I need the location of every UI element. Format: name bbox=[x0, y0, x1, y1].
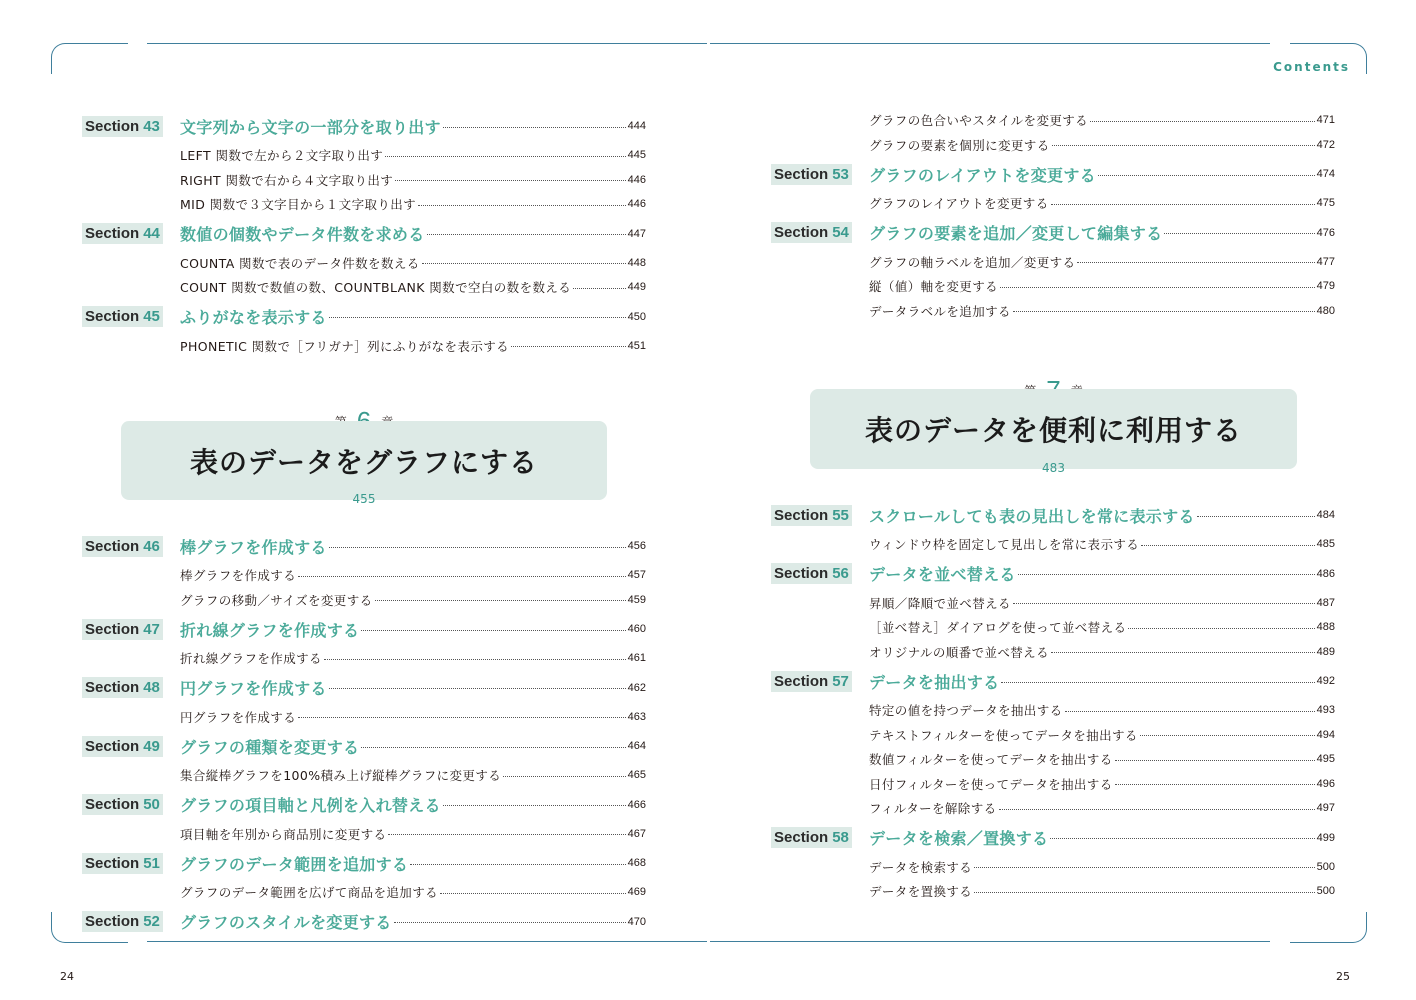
section-badge bbox=[82, 223, 163, 244]
dot-leader bbox=[974, 867, 1314, 868]
toc-section-row bbox=[771, 670, 1335, 692]
section-number: 47 bbox=[143, 620, 160, 638]
dot-leader bbox=[511, 346, 626, 347]
section-badge bbox=[771, 164, 852, 185]
toc-subsection-row bbox=[82, 337, 646, 355]
section-title: スクロールしても表の見出しを常に表示する bbox=[869, 506, 1195, 526]
subsection-title: フィルターを解除する bbox=[869, 801, 997, 816]
chapter-6-heading bbox=[121, 402, 607, 512]
page-reference: 449 bbox=[627, 281, 646, 293]
section-badge bbox=[82, 306, 163, 327]
dot-leader bbox=[298, 576, 626, 577]
section-number: 53 bbox=[832, 165, 849, 183]
page-reference: 456 bbox=[627, 540, 646, 552]
toc-subsection-row bbox=[82, 591, 646, 609]
dot-leader bbox=[1098, 175, 1315, 176]
section-label: Section bbox=[774, 672, 829, 690]
frame-bottom-line-right bbox=[710, 941, 1270, 942]
section-number: 58 bbox=[832, 829, 849, 846]
page-reference: 476 bbox=[1316, 226, 1335, 239]
page-reference: 492 bbox=[1316, 675, 1335, 687]
subsection-title: 折れ線グラフを作成する bbox=[180, 651, 322, 666]
section-badge bbox=[82, 619, 163, 640]
dot-leader bbox=[329, 547, 626, 548]
dot-leader bbox=[1077, 262, 1314, 263]
dot-leader bbox=[324, 659, 626, 660]
toc-subsection-row bbox=[82, 649, 646, 667]
subsection-title: 集合縦棒グラフを100%積み上げ縦棒グラフに変更する bbox=[180, 768, 502, 783]
page-reference: 486 bbox=[1316, 567, 1335, 580]
page-reference: 493 bbox=[1316, 704, 1335, 716]
section-label: Section bbox=[85, 620, 140, 638]
page-reference: 479 bbox=[1316, 280, 1335, 292]
dot-leader bbox=[1052, 145, 1315, 146]
dot-leader bbox=[1128, 628, 1314, 629]
frame-bottom-line-left bbox=[147, 941, 707, 942]
subsection-title: グラフの色合いやスタイルを変更する bbox=[869, 113, 1089, 128]
page-reference: 462 bbox=[627, 681, 646, 694]
section-badge bbox=[82, 116, 163, 137]
page-reference: 450 bbox=[627, 310, 646, 323]
section-number: 51 bbox=[143, 854, 160, 872]
chapter-7-page: 483 bbox=[1042, 461, 1065, 475]
chapter-7-title: 表のデータを便利に利用する bbox=[864, 414, 1242, 447]
subsection-title: 特定の値を持つデータを抽出する bbox=[869, 703, 1063, 718]
subsection-title: 数値フィルターを使ってデータを抽出する bbox=[869, 752, 1113, 767]
toc-section-row bbox=[82, 535, 646, 557]
section-badge bbox=[771, 827, 852, 848]
page-reference: 464 bbox=[627, 740, 646, 752]
section-label: Section bbox=[85, 679, 140, 696]
subsection-title: データラベルを追加する bbox=[869, 303, 1011, 319]
dot-leader bbox=[329, 317, 626, 318]
subsection-title: 日付フィルターを使ってデータを抽出する bbox=[869, 776, 1113, 792]
toc-section-row bbox=[771, 563, 1335, 585]
section-label: Section bbox=[774, 829, 829, 846]
section-badge bbox=[82, 911, 163, 932]
subsection-title: 項目軸を年別から商品別に変更する bbox=[180, 826, 387, 842]
toc-subsection-row bbox=[82, 708, 646, 726]
toc-subsection-row bbox=[82, 766, 646, 784]
page-reference: 463 bbox=[627, 710, 646, 723]
section-badge bbox=[82, 736, 163, 757]
toc-section-row bbox=[82, 911, 646, 933]
page-reference: 467 bbox=[627, 827, 646, 840]
toc-subsection-row bbox=[82, 278, 646, 296]
subsection-title: グラフの移動／サイズを変更する bbox=[180, 592, 373, 608]
frame-corner-top-left bbox=[51, 43, 128, 74]
dot-leader bbox=[1013, 603, 1315, 604]
section-number: 55 bbox=[832, 506, 849, 524]
subsection-title: PHONETIC 関数で［フリガナ］列にふりがなを表示する bbox=[180, 338, 510, 354]
page-reference: 500 bbox=[1316, 860, 1335, 873]
page-reference: 447 bbox=[627, 227, 646, 240]
toc-section-row bbox=[771, 163, 1335, 185]
page-number-left: 24 bbox=[60, 970, 74, 983]
section-number: 50 bbox=[143, 796, 160, 813]
page-reference: 460 bbox=[627, 623, 646, 635]
section-label: Section bbox=[85, 308, 140, 325]
toc-subsection-row bbox=[82, 254, 646, 272]
page-reference: 494 bbox=[1316, 728, 1335, 741]
section-title: 棒グラフを作成する bbox=[180, 537, 327, 557]
section-number: 44 bbox=[143, 225, 160, 242]
chapter-6-title: 表のデータをグラフにする bbox=[189, 445, 538, 479]
toc-section-row bbox=[771, 222, 1335, 244]
page-reference: 466 bbox=[627, 798, 646, 811]
page-reference: 461 bbox=[627, 652, 646, 664]
dot-leader bbox=[1141, 545, 1314, 546]
toc-section-row bbox=[82, 735, 646, 757]
dot-leader bbox=[1164, 233, 1314, 234]
toc-section-row bbox=[82, 794, 646, 816]
section-title: データを抽出する bbox=[869, 672, 1000, 692]
chapter-7-heading bbox=[810, 371, 1297, 481]
page-reference: 489 bbox=[1316, 645, 1335, 658]
page-reference: 497 bbox=[1316, 802, 1335, 814]
page-reference: 446 bbox=[627, 198, 646, 210]
dot-leader bbox=[427, 234, 626, 235]
page-reference: 488 bbox=[1316, 621, 1335, 633]
section-title: 円グラフを作成する bbox=[180, 679, 327, 698]
section-label: Section bbox=[85, 225, 140, 242]
toc-section-row bbox=[771, 504, 1335, 526]
subsection-title: グラフのレイアウトを変更する bbox=[869, 196, 1049, 211]
section-title: グラフのデータ範囲を追加する bbox=[180, 854, 409, 874]
section-label: Section bbox=[85, 737, 140, 755]
subsection-title: MID 関数で３文字目から１文字取り出す bbox=[180, 197, 417, 212]
page-reference: 465 bbox=[627, 769, 646, 781]
section-label: Section bbox=[85, 854, 140, 872]
page-reference: 470 bbox=[627, 915, 646, 928]
toc-subsection-row bbox=[82, 883, 646, 901]
chapter-7-title-box bbox=[810, 389, 1297, 469]
page-reference: 475 bbox=[1316, 197, 1335, 209]
frame-top-line-right bbox=[710, 43, 1270, 44]
dot-leader bbox=[1018, 574, 1315, 575]
section-label: Section bbox=[774, 165, 829, 183]
subsection-title: ウィンドウ枠を固定して見出しを常に表示する bbox=[869, 537, 1140, 552]
page-reference: 500 bbox=[1316, 885, 1335, 897]
chapter-6-page: 455 bbox=[352, 492, 376, 506]
dot-leader bbox=[1051, 652, 1315, 653]
dot-leader bbox=[375, 600, 626, 601]
page-reference: 485 bbox=[1316, 538, 1335, 550]
toc-subsection-row bbox=[771, 701, 1335, 719]
section-title: 数値の個数やデータ件数を求める bbox=[180, 225, 425, 244]
section-badge bbox=[771, 563, 852, 584]
contents-label: Contents bbox=[1273, 60, 1350, 74]
section-number: 48 bbox=[143, 679, 160, 696]
subsection-title: COUNTA 関数で表のデータ件数を数える bbox=[180, 255, 420, 271]
toc-subsection-row bbox=[771, 799, 1335, 817]
toc-subsection-row bbox=[771, 750, 1335, 768]
subsection-title: 棒グラフを作成する bbox=[180, 568, 297, 583]
section-badge bbox=[771, 505, 852, 526]
page-reference: 451 bbox=[627, 339, 646, 352]
toc-subsection-row bbox=[82, 171, 646, 189]
subsection-title: 昇順／降順で並べ替える bbox=[869, 595, 1011, 611]
toc-section-row bbox=[82, 115, 646, 137]
toc-subsection-row bbox=[771, 775, 1335, 793]
toc-subsection-row bbox=[771, 618, 1335, 636]
page-reference: 459 bbox=[627, 593, 646, 606]
subsection-title: グラフのデータ範囲を広げて商品を追加する bbox=[180, 885, 439, 900]
section-number: 45 bbox=[143, 308, 160, 325]
page-number-right: 25 bbox=[1336, 970, 1350, 983]
subsection-title: テキストフィルターを使ってデータを抽出する bbox=[869, 727, 1138, 743]
toc-subsection-row bbox=[771, 882, 1335, 900]
page-reference: 469 bbox=[627, 886, 646, 898]
toc-section-row bbox=[82, 618, 646, 640]
toc-subsection-row bbox=[771, 535, 1335, 553]
section-label: Section bbox=[85, 796, 140, 813]
section-title: 文字列から文字の一部分を取り出す bbox=[180, 117, 441, 137]
dot-leader bbox=[388, 834, 625, 835]
subsection-title: 縦（値）軸を変更する bbox=[869, 279, 999, 294]
dot-leader bbox=[1140, 735, 1315, 736]
dot-leader bbox=[1065, 711, 1315, 712]
section-title: グラフの項目軸と凡例を入れ替える bbox=[180, 796, 441, 815]
toc-subsection-row bbox=[82, 195, 646, 213]
subsection-title: 円グラフを作成する bbox=[180, 709, 297, 725]
dot-leader bbox=[1090, 121, 1315, 122]
toc-subsection-row bbox=[771, 277, 1335, 295]
dot-leader bbox=[1051, 204, 1315, 205]
dot-leader bbox=[394, 922, 626, 923]
subsection-title: グラフの要素を個別に変更する bbox=[869, 137, 1050, 153]
subsection-title: COUNT 関数で数値の数、COUNTBLANK 関数で空白の数を数える bbox=[180, 280, 572, 295]
page-reference: 457 bbox=[627, 569, 646, 581]
section-number: 46 bbox=[143, 537, 160, 555]
section-title: グラフのレイアウトを変更する bbox=[869, 165, 1096, 185]
toc-section-row bbox=[82, 852, 646, 874]
dot-leader bbox=[418, 205, 626, 206]
page-reference: 444 bbox=[627, 120, 646, 132]
subsection-title: データを置換する bbox=[869, 884, 973, 899]
toc-subsection-row bbox=[771, 136, 1335, 154]
dot-leader bbox=[329, 688, 626, 689]
toc-subsection-row bbox=[771, 858, 1335, 876]
dot-leader bbox=[443, 127, 626, 128]
dot-leader bbox=[1013, 311, 1315, 312]
toc-subsection-row bbox=[771, 194, 1335, 212]
section-badge bbox=[82, 853, 163, 874]
dot-leader bbox=[298, 717, 626, 718]
page-reference: 445 bbox=[627, 149, 646, 161]
dot-leader bbox=[1001, 682, 1314, 683]
page-reference: 468 bbox=[627, 857, 646, 869]
section-number: 43 bbox=[143, 117, 160, 135]
page-reference: 480 bbox=[1316, 304, 1335, 317]
section-number: 56 bbox=[832, 565, 849, 582]
subsection-title: RIGHT 関数で右から４文字取り出す bbox=[180, 172, 394, 188]
subsection-title: グラフの軸ラベルを追加／変更する bbox=[869, 254, 1076, 270]
section-number: 54 bbox=[832, 224, 849, 241]
dot-leader bbox=[443, 805, 626, 806]
subsection-title: データを検索する bbox=[869, 859, 973, 875]
page-reference: 474 bbox=[1316, 168, 1335, 180]
dot-leader bbox=[422, 263, 626, 264]
toc-subsection-row bbox=[771, 726, 1335, 744]
section-title: グラフの種類を変更する bbox=[180, 737, 360, 757]
section-title: データを検索／置換する bbox=[869, 829, 1049, 848]
section-title: データを並べ替える bbox=[869, 565, 1016, 584]
subsection-title: オリジナルの順番で並べ替える bbox=[869, 644, 1049, 660]
dot-leader bbox=[974, 892, 1314, 893]
toc-subsection-row bbox=[771, 111, 1335, 129]
subsection-title: LEFT 関数で左から２文字取り出す bbox=[180, 148, 384, 163]
section-label: Section bbox=[85, 117, 140, 135]
toc-section-row bbox=[82, 677, 646, 699]
section-badge bbox=[771, 671, 852, 692]
dot-leader bbox=[573, 288, 625, 289]
section-label: Section bbox=[85, 537, 140, 555]
section-title: グラフのスタイルを変更する bbox=[180, 913, 392, 932]
dot-leader bbox=[1115, 784, 1315, 785]
dot-leader bbox=[361, 630, 625, 631]
dot-leader bbox=[440, 893, 626, 894]
dot-leader bbox=[999, 809, 1315, 810]
frame-corner-bottom-right bbox=[1290, 912, 1367, 943]
dot-leader bbox=[385, 156, 625, 157]
dot-leader bbox=[1000, 287, 1315, 288]
dot-leader bbox=[1115, 760, 1315, 761]
section-title: 折れ線グラフを作成する bbox=[180, 620, 360, 640]
section-title: ふりがなを表示する bbox=[180, 308, 327, 327]
section-number: 57 bbox=[832, 672, 849, 690]
section-label: Section bbox=[774, 506, 829, 524]
section-badge bbox=[82, 794, 163, 815]
toc-subsection-row bbox=[771, 253, 1335, 271]
page-reference: 496 bbox=[1316, 777, 1335, 790]
page-reference: 484 bbox=[1316, 509, 1335, 521]
dot-leader bbox=[503, 776, 626, 777]
dot-leader bbox=[395, 180, 625, 181]
chapter-6-title-box bbox=[121, 421, 607, 500]
page-reference: 472 bbox=[1316, 138, 1335, 151]
toc-section-row bbox=[771, 827, 1335, 849]
dot-leader bbox=[1050, 838, 1314, 839]
page-reference: 471 bbox=[1316, 114, 1335, 126]
toc-subsection-row bbox=[82, 566, 646, 584]
section-label: Section bbox=[774, 565, 829, 582]
dot-leader bbox=[361, 747, 625, 748]
section-label: Section bbox=[774, 224, 829, 241]
section-title: グラフの要素を追加／変更して編集する bbox=[869, 224, 1163, 243]
subsection-title: ［並べ替え］ダイアログを使って並べ替える bbox=[869, 620, 1127, 635]
section-badge bbox=[82, 677, 163, 698]
page-reference: 495 bbox=[1316, 753, 1335, 765]
page-reference: 499 bbox=[1316, 831, 1335, 844]
section-number: 49 bbox=[143, 737, 160, 755]
toc-subsection-row bbox=[771, 594, 1335, 612]
section-badge bbox=[771, 222, 852, 243]
toc-subsection-row bbox=[82, 146, 646, 164]
page-reference: 448 bbox=[627, 256, 646, 269]
page-reference: 477 bbox=[1316, 255, 1335, 268]
dot-leader bbox=[1197, 516, 1315, 517]
dot-leader bbox=[410, 864, 625, 865]
page-reference: 446 bbox=[627, 173, 646, 186]
toc-section-row bbox=[82, 223, 646, 245]
section-label: Section bbox=[85, 913, 140, 930]
toc-subsection-row bbox=[771, 302, 1335, 320]
frame-top-line-left bbox=[147, 43, 707, 44]
section-badge bbox=[82, 536, 163, 557]
toc-subsection-row bbox=[771, 643, 1335, 661]
page-reference: 487 bbox=[1316, 596, 1335, 609]
toc-subsection-row bbox=[82, 825, 646, 843]
section-number: 52 bbox=[143, 913, 160, 930]
toc-section-row bbox=[82, 306, 646, 328]
